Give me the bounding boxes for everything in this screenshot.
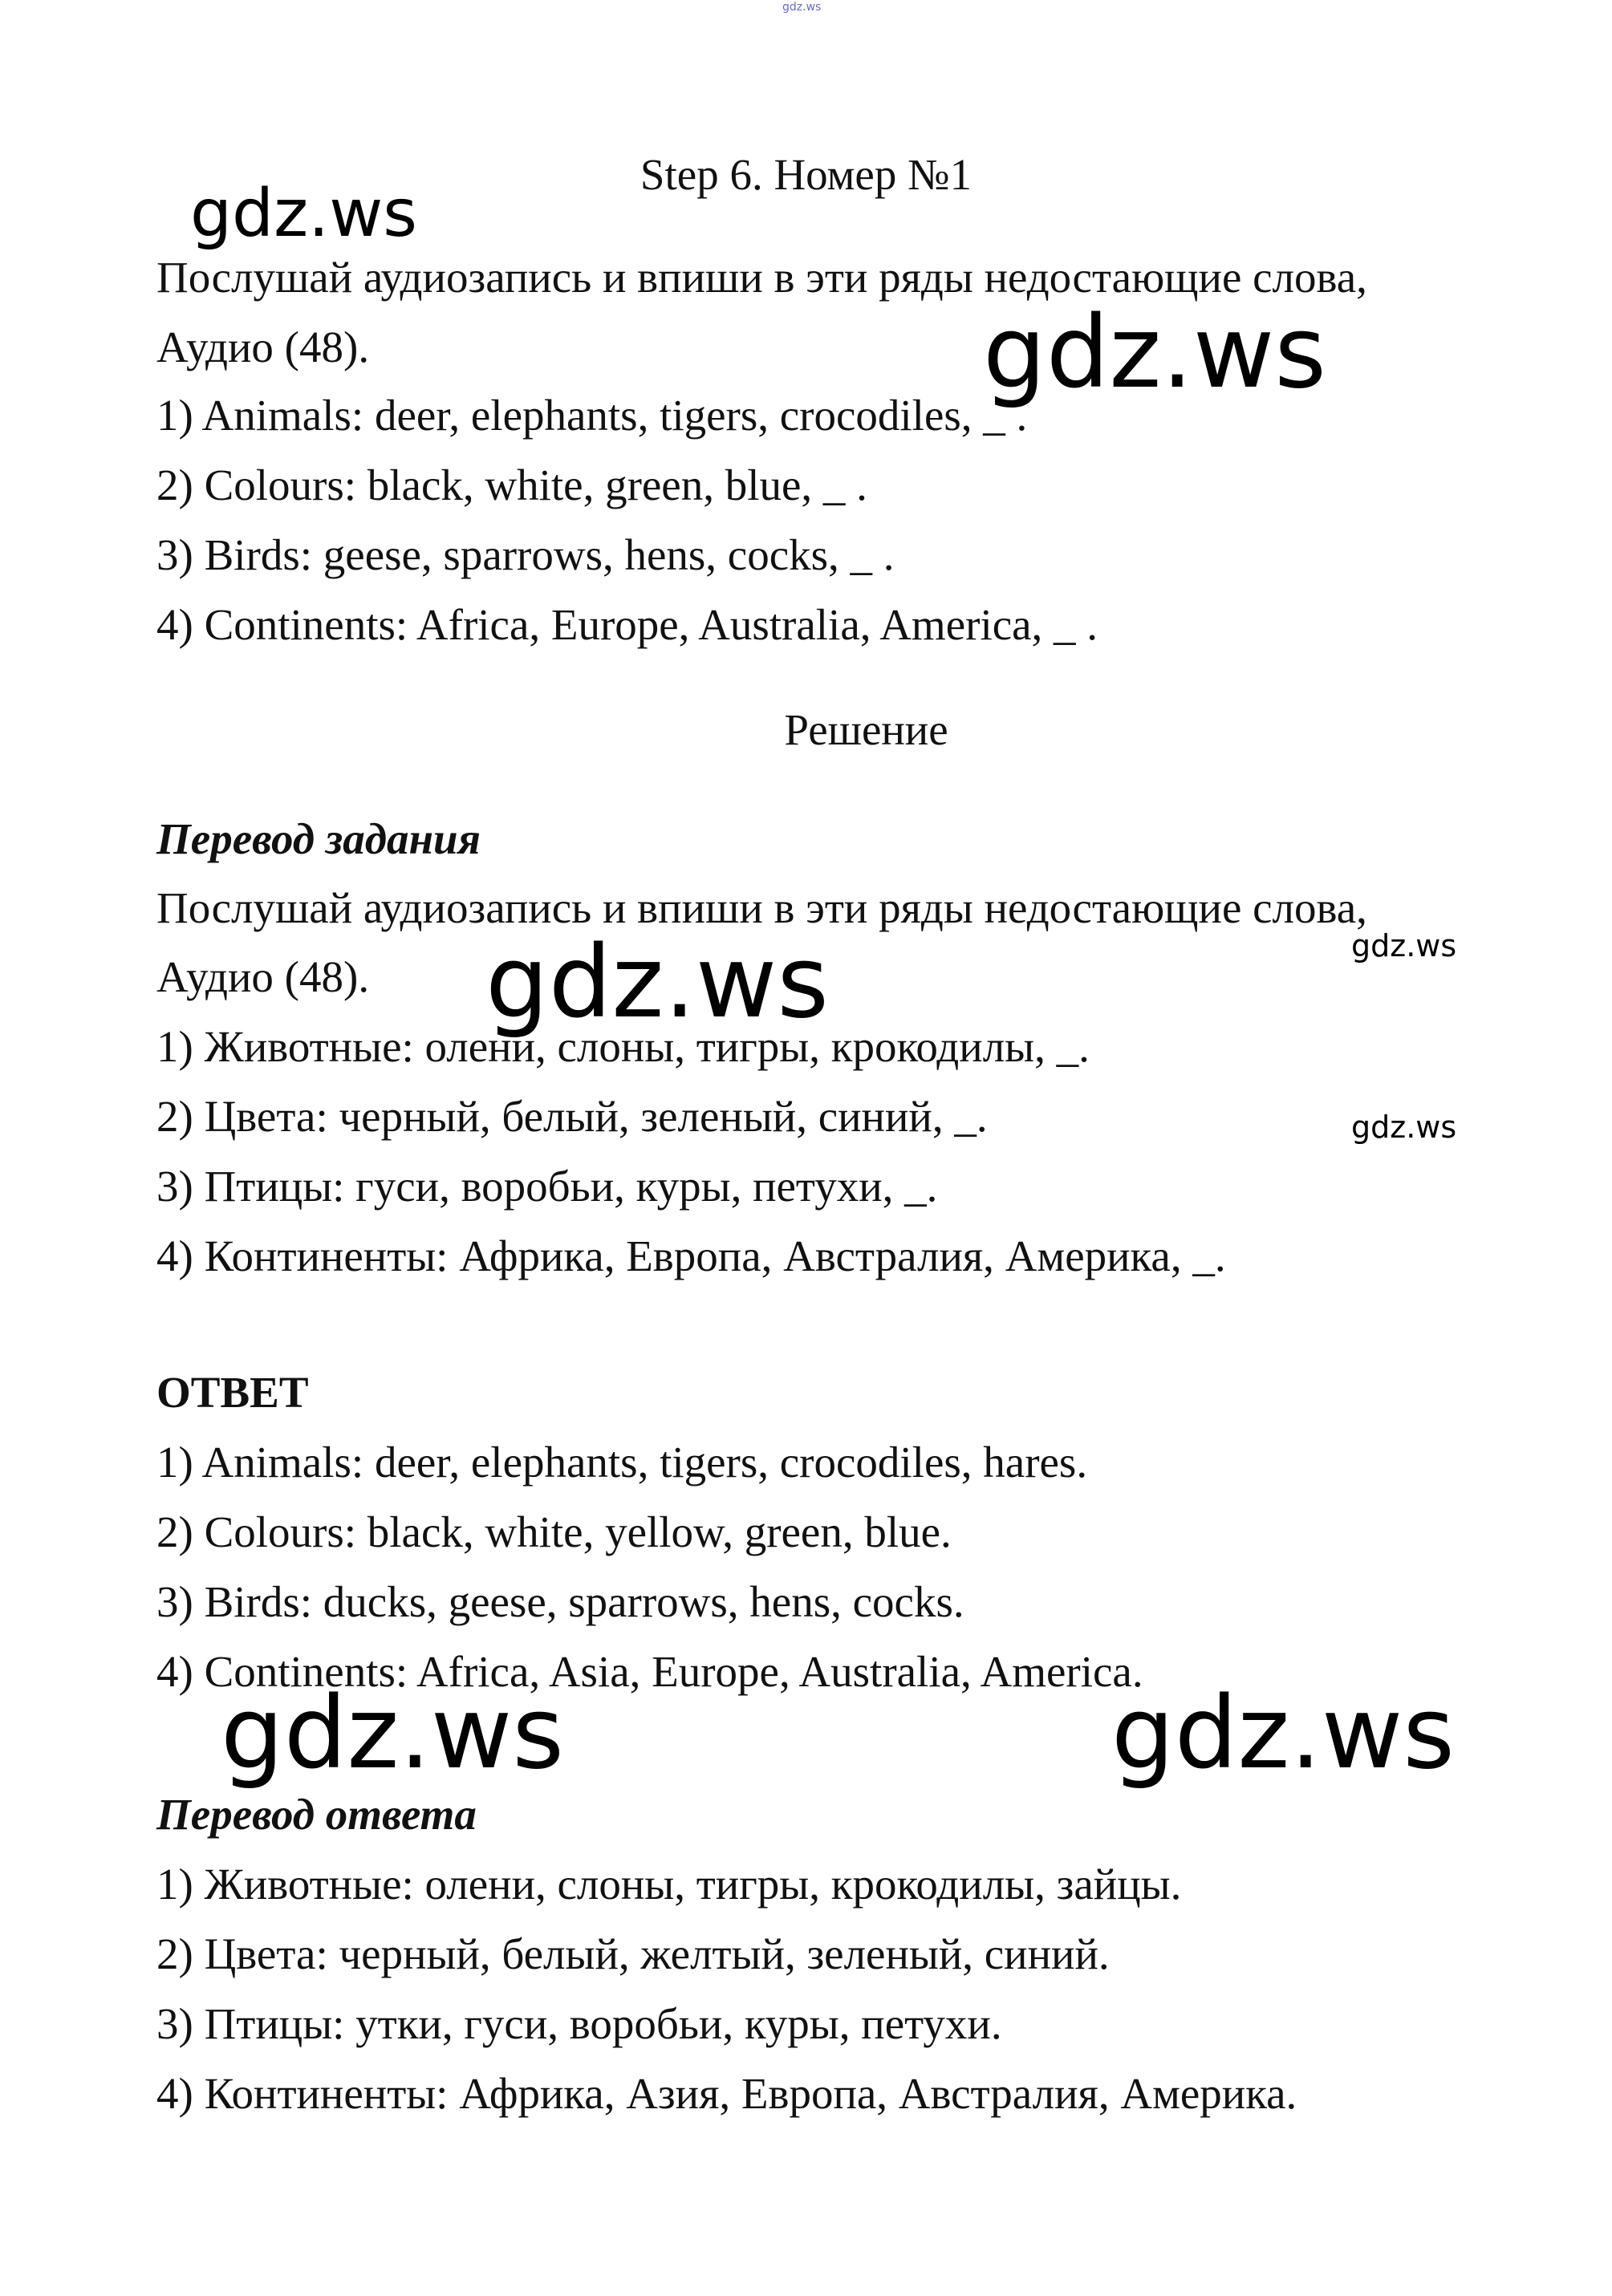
- watermark: gdz.ws: [485, 925, 829, 1041]
- task-translation-item: 1) Животные: олени, слоны, тигры, крокодилы, _.: [156, 1022, 1090, 1071]
- task-translation-intro-line-2: Аудио (48).: [156, 952, 370, 1001]
- answer-item: 4) Continents: Africa, Asia, Europe, Australia, America.: [156, 1647, 1143, 1696]
- answer-translation-item: 1) Животные: олени, слоны, тигры, крокодилы, зайцы.: [156, 1860, 1182, 1909]
- solution-heading: Решение: [784, 705, 948, 754]
- watermark: gdz.ws: [1351, 1109, 1457, 1145]
- answer-translation-heading: Перевод ответа: [156, 1790, 477, 1839]
- watermark: gdz.ws: [190, 176, 417, 252]
- watermark: gdz.ws: [221, 1676, 564, 1791]
- watermark: gdz.ws: [1111, 1676, 1455, 1791]
- page-title: Step 6. Номер №1: [640, 150, 972, 199]
- task-item: 1) Animals: deer, elephants, tigers, crocodiles, _ .: [156, 391, 1028, 440]
- answer-item: 2) Colours: black, white, yellow, green, blue.: [156, 1507, 952, 1556]
- watermark: gdz.ws: [1351, 928, 1457, 963]
- answer-item: 1) Animals: deer, elephants, tigers, crocodiles, hares.: [156, 1438, 1088, 1487]
- task-intro-line-1: Послушай аудиозапись и впиши в эти ряды недостающие слова,: [156, 253, 1367, 302]
- top-watermark: gdz.ws: [782, 1, 822, 14]
- task-item: 3) Birds: geese, sparrows, hens, cocks, _ .: [156, 530, 895, 579]
- task-translation-intro-line-1: Послушай аудиозапись и впиши в эти ряды недостающие слова,: [156, 883, 1367, 932]
- answer-item: 3) Birds: ducks, geese, sparrows, hens, cocks.: [156, 1577, 964, 1626]
- task-translation-item: 2) Цвета: черный, белый, зеленый, синий, _.: [156, 1092, 988, 1141]
- answer-translation-item: 3) Птицы: утки, гуси, воробьи, куры, петухи.: [156, 1999, 1002, 2048]
- task-translation-item: 3) Птицы: гуси, воробьи, куры, петухи, _.: [156, 1162, 938, 1211]
- task-translation-heading: Перевод задания: [156, 814, 481, 863]
- task-translation-item: 4) Континенты: Африка, Европа, Австралия, Америка, _.: [156, 1231, 1226, 1280]
- task-item: 4) Continents: Africa, Europe, Australia, America, _ .: [156, 600, 1098, 649]
- watermark: gdz.ws: [983, 295, 1326, 411]
- answer-translation-item: 2) Цвета: черный, белый, желтый, зеленый, синий.: [156, 1929, 1110, 1978]
- answer-heading: ОТВЕТ: [156, 1368, 309, 1417]
- answer-translation-item: 4) Континенты: Африка, Азия, Европа, Австралия, Америка.: [156, 2069, 1297, 2118]
- task-item: 2) Colours: black, white, green, blue, _ .: [156, 460, 867, 509]
- task-intro-line-2: Аудио (48).: [156, 322, 370, 371]
